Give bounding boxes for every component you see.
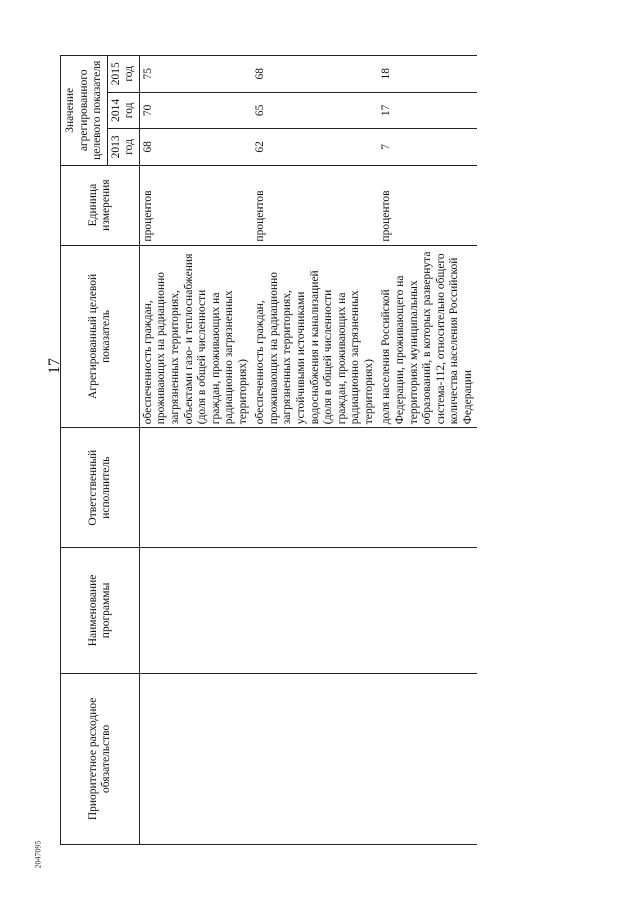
cell-2013: 68 [139,129,252,166]
header-unit: Единица измерения [61,165,140,245]
cell-2013: 62 [252,129,378,166]
header-indicator: Агрегированный целевой показатель [61,245,140,428]
cell-obligation [252,673,378,844]
header-year-2013: 2013 год [107,129,139,166]
cell-indicator: доля населения Российской Федерации, проживающего на территориях муниципальных образований, в которых развернута система-112, относительно общего количества населения Российской Федерации [378,245,477,428]
cell-obligation [378,673,477,844]
cell-unit: процентов [139,165,252,245]
header-priority-obligation: Приоритетное расходное обязательство [61,673,140,844]
cell-indicator: обеспеченность граждан, проживающих на радиационно загрязненных территориях, объектами газо- и теплоснабжения (доля в общей численности граждан, проживающих на радиационно загрязненных территориях) [139,245,252,428]
cell-2015: 18 [378,56,477,93]
header-indicator-value: Значение агрегированного целевого показателя [61,56,108,166]
table-row [252,56,378,845]
cell-unit: процентов [252,165,378,245]
cell-2015: 68 [252,56,378,93]
cell-program [139,548,252,674]
header-responsible: Ответственный исполнитель [61,428,140,548]
cell-2014: 70 [139,92,252,129]
table-row [378,56,477,845]
rotated-table-container [60,55,580,845]
cell-responsible [378,428,477,548]
cell-program [252,548,378,674]
cell-program [378,548,477,674]
header-row [61,56,108,845]
header-year-2015: 2015 год [107,56,139,93]
cell-unit: процентов [378,165,477,245]
table-row [139,56,252,845]
targets-table [60,55,477,845]
cell-responsible [139,428,252,548]
cell-2014: 65 [252,92,378,129]
header-year-2014: 2014 год [107,92,139,129]
cell-responsible [252,428,378,548]
document-code: 2047095 [33,840,43,869]
cell-2014: 17 [378,92,477,129]
cell-2015: 75 [139,56,252,93]
cell-obligation [139,673,252,844]
header-program-name: Наименование программы [61,548,140,674]
page-number: 17 [46,358,63,374]
cell-indicator: обеспеченность граждан, проживающих на радиационно загрязненных территориях, устойчивыми источниками водоснабжения и канализацией (доля в общей численности граждан, проживающих на радиационно загрязненных территориях) [252,245,378,428]
cell-2013: 7 [378,129,477,166]
